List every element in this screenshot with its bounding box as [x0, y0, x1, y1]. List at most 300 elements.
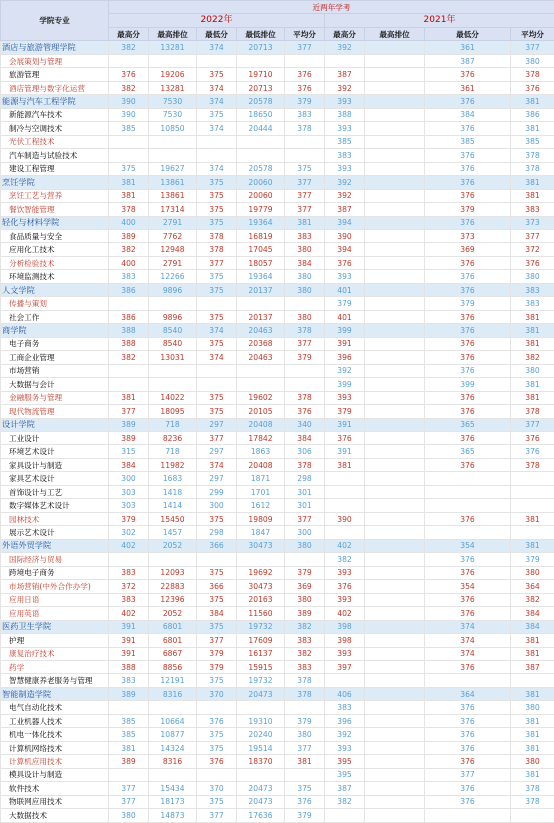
score-cell	[237, 768, 285, 781]
score-cell: 373	[511, 216, 554, 229]
score-cell	[365, 485, 425, 498]
major-row	[1, 728, 554, 741]
score-cell	[285, 768, 325, 781]
score-cell: 376	[425, 176, 511, 189]
caption-row	[1, 1, 554, 14]
score-cell: 375	[197, 283, 237, 296]
score-cell	[365, 54, 425, 67]
score-cell	[109, 149, 149, 162]
major-name: 大数据技术	[1, 809, 109, 822]
score-cell: 375	[197, 270, 237, 283]
score-cell: 2052	[149, 607, 197, 620]
score-cell: 398	[325, 620, 365, 633]
major-row	[1, 593, 554, 606]
score-cell: 376	[425, 432, 511, 445]
major-name: 市场营销	[1, 364, 109, 377]
score-cell: 366	[197, 580, 237, 593]
major-row	[1, 256, 554, 269]
score-cell: 378	[197, 243, 237, 256]
score-cell: 376	[511, 256, 554, 269]
score-cell: 392	[325, 41, 365, 54]
score-cell: 9896	[149, 283, 197, 296]
score-cell: 387	[325, 782, 365, 795]
score-cell: 376	[425, 728, 511, 741]
score-cell: 378	[511, 149, 554, 162]
score-cell: 390	[109, 108, 149, 121]
major-row	[1, 270, 554, 283]
score-cell: 391	[109, 647, 149, 660]
score-cell: 376	[325, 432, 365, 445]
score-cell	[237, 378, 285, 391]
score-cell: 381	[511, 768, 554, 781]
score-cell: 376	[511, 445, 554, 458]
major-name: 数字媒体艺术设计	[1, 499, 109, 512]
score-cell	[365, 458, 425, 471]
major-row	[1, 108, 554, 121]
school-name: 酒店与旅游管理学院	[1, 41, 109, 54]
score-cell: 377	[511, 418, 554, 431]
major-row	[1, 512, 554, 525]
score-cell: 401	[325, 283, 365, 296]
score-cell: 381	[511, 324, 554, 337]
major-row	[1, 310, 554, 323]
score-cell	[197, 553, 237, 566]
score-cell: 377	[511, 41, 554, 54]
score-cell: 10877	[149, 728, 197, 741]
score-cell	[197, 149, 237, 162]
major-row	[1, 162, 554, 175]
score-cell: 388	[109, 337, 149, 350]
score-cell: 406	[325, 687, 365, 700]
score-cell	[365, 795, 425, 808]
score-cell	[197, 364, 237, 377]
score-cell: 1871	[237, 472, 285, 485]
major-row	[1, 472, 554, 485]
score-cell	[365, 634, 425, 647]
score-cell: 375	[197, 566, 237, 579]
score-cell	[197, 135, 237, 148]
score-cell: 393	[325, 647, 365, 660]
score-cell: 20713	[237, 41, 285, 54]
major-row	[1, 526, 554, 539]
score-cell: 17045	[237, 243, 285, 256]
major-name: 计算机网络技术	[1, 741, 109, 754]
score-cell	[365, 526, 425, 539]
score-cell: 377	[197, 809, 237, 822]
score-cell: 378	[511, 162, 554, 175]
major-row	[1, 243, 554, 256]
score-cell: 375	[197, 203, 237, 216]
score-cell: 401	[325, 310, 365, 323]
score-cell: 380	[511, 270, 554, 283]
score-cell	[365, 229, 425, 242]
score-cell: 390	[109, 95, 149, 108]
major-name: 餐饮智能管理	[1, 203, 109, 216]
score-cell: 381	[325, 458, 365, 471]
score-cell: 391	[109, 620, 149, 633]
score-cell: 14873	[149, 809, 197, 822]
score-cell: 379	[425, 297, 511, 310]
score-cell: 20060	[237, 176, 285, 189]
score-cell: 393	[325, 162, 365, 175]
score-cell: 393	[325, 741, 365, 754]
score-cell: 19602	[237, 391, 285, 404]
score-cell	[365, 243, 425, 256]
score-cell: 387	[425, 54, 511, 67]
major-name: 现代物流管理	[1, 405, 109, 418]
score-cell: 376	[425, 122, 511, 135]
score-cell	[197, 54, 237, 67]
score-cell: 377	[285, 176, 325, 189]
score-cell	[365, 728, 425, 741]
score-cell: 400	[109, 216, 149, 229]
score-cell	[109, 378, 149, 391]
score-cell	[365, 741, 425, 754]
major-name: 计算机应用技术	[1, 755, 109, 768]
score-cell: 376	[325, 256, 365, 269]
score-cell: 385	[109, 122, 149, 135]
school-row	[1, 418, 554, 431]
score-cell: 30473	[237, 580, 285, 593]
score-cell: 7530	[149, 108, 197, 121]
score-cell: 6801	[149, 634, 197, 647]
score-cell: 380	[109, 809, 149, 822]
major-row	[1, 54, 554, 67]
score-cell: 19627	[149, 162, 197, 175]
major-name: 制冷与空调技术	[1, 122, 109, 135]
score-cell: 17314	[149, 203, 197, 216]
major-row	[1, 580, 554, 593]
score-cell	[365, 714, 425, 727]
score-cell	[365, 256, 425, 269]
score-cell: 383	[285, 660, 325, 673]
col-header: 平均分	[511, 27, 554, 40]
score-cell: 376	[425, 189, 511, 202]
score-cell: 372	[511, 243, 554, 256]
score-cell	[365, 310, 425, 323]
score-cell: 384	[197, 607, 237, 620]
score-cell: 381	[511, 539, 554, 552]
major-row	[1, 458, 554, 471]
score-cell: 376	[425, 660, 511, 673]
score-cell: 377	[511, 229, 554, 242]
major-name: 康复治疗技术	[1, 647, 109, 660]
score-cell	[365, 283, 425, 296]
major-name: 光伏工程技术	[1, 135, 109, 148]
score-cell: 381	[511, 647, 554, 660]
score-cell: 376	[425, 337, 511, 350]
score-cell: 364	[425, 687, 511, 700]
score-cell	[365, 41, 425, 54]
score-cell: 375	[285, 162, 325, 175]
score-cell: 380	[285, 243, 325, 256]
score-cell: 376	[425, 405, 511, 418]
major-name: 市场营销(中外合作办学)	[1, 580, 109, 593]
major-row	[1, 378, 554, 391]
score-cell: 19364	[237, 270, 285, 283]
score-cell: 381	[511, 378, 554, 391]
score-cell: 373	[425, 229, 511, 242]
score-cell: 12266	[149, 270, 197, 283]
score-cell	[365, 701, 425, 714]
score-cell	[149, 297, 197, 310]
score-cell: 20578	[237, 162, 285, 175]
score-cell: 381	[109, 176, 149, 189]
score-cell: 375	[197, 391, 237, 404]
score-cell: 374	[197, 324, 237, 337]
major-row	[1, 68, 554, 81]
score-cell: 374	[197, 458, 237, 471]
score-cell	[365, 297, 425, 310]
score-cell: 375	[197, 674, 237, 687]
score-cell: 380	[285, 310, 325, 323]
score-cell: 12093	[149, 566, 197, 579]
score-cell: 377	[109, 795, 149, 808]
major-row	[1, 809, 554, 822]
major-name: 跨境电子商务	[1, 566, 109, 579]
score-cell: 383	[109, 674, 149, 687]
major-row	[1, 297, 554, 310]
major-row	[1, 432, 554, 445]
score-cell	[197, 297, 237, 310]
score-cell: 390	[325, 512, 365, 525]
score-cell	[365, 512, 425, 525]
score-cell	[149, 701, 197, 714]
score-cell: 389	[285, 607, 325, 620]
major-row	[1, 782, 554, 795]
score-cell	[325, 809, 365, 822]
score-cell: 376	[425, 458, 511, 471]
score-cell: 376	[425, 512, 511, 525]
score-cell: 18370	[237, 755, 285, 768]
score-cell	[285, 701, 325, 714]
score-cell: 402	[325, 607, 365, 620]
score-cell	[237, 701, 285, 714]
score-cell: 7530	[149, 95, 197, 108]
score-cell: 16819	[237, 229, 285, 242]
score-cell	[365, 176, 425, 189]
score-cell: 315	[109, 445, 149, 458]
score-cell: 384	[511, 607, 554, 620]
score-cell: 300	[197, 499, 237, 512]
score-cell: 365	[425, 418, 511, 431]
major-name: 电子商务	[1, 337, 109, 350]
score-cell: 376	[109, 68, 149, 81]
score-cell: 375	[197, 593, 237, 606]
score-cell	[365, 472, 425, 485]
score-cell: 376	[425, 566, 511, 579]
major-name: 传播与策划	[1, 297, 109, 310]
score-cell: 389	[109, 418, 149, 431]
score-cell: 378	[197, 229, 237, 242]
score-cell: 376	[425, 364, 511, 377]
score-cell: 15915	[237, 660, 285, 673]
score-cell: 386	[511, 108, 554, 121]
score-cell: 378	[285, 674, 325, 687]
score-cell: 19710	[237, 68, 285, 81]
score-cell: 380	[511, 364, 554, 377]
major-row	[1, 566, 554, 579]
score-cell: 376	[425, 782, 511, 795]
score-cell: 10850	[149, 122, 197, 135]
score-cell	[149, 135, 197, 148]
score-cell: 389	[109, 687, 149, 700]
score-cell	[149, 378, 197, 391]
score-cell: 386	[109, 283, 149, 296]
score-cell: 384	[285, 256, 325, 269]
col-header: 最低分	[425, 27, 511, 40]
score-cell	[425, 472, 511, 485]
score-cell: 385	[425, 135, 511, 148]
score-cell: 395	[325, 755, 365, 768]
major-row	[1, 768, 554, 781]
score-cell: 381	[285, 216, 325, 229]
score-cell: 393	[325, 593, 365, 606]
score-cell: 374	[197, 162, 237, 175]
score-cell: 376	[511, 432, 554, 445]
score-cell: 20578	[237, 95, 285, 108]
school-row	[1, 95, 554, 108]
score-cell	[365, 674, 425, 687]
score-cell: 379	[285, 714, 325, 727]
score-cell: 297	[197, 445, 237, 458]
score-cell: 298	[197, 526, 237, 539]
score-cell	[365, 445, 425, 458]
major-row	[1, 81, 554, 94]
major-name: 工商企业管理	[1, 351, 109, 364]
score-cell: 391	[325, 337, 365, 350]
score-cell: 369	[285, 580, 325, 593]
score-cell: 20444	[237, 122, 285, 135]
score-cell	[285, 553, 325, 566]
school-name: 外语外贸学院	[1, 539, 109, 552]
score-cell: 374	[197, 351, 237, 364]
score-cell: 376	[425, 714, 511, 727]
score-cell	[365, 95, 425, 108]
score-cell: 396	[325, 714, 365, 727]
score-cell: 15434	[149, 782, 197, 795]
score-cell: 392	[325, 728, 365, 741]
score-cell: 383	[325, 149, 365, 162]
major-name: 首饰设计与工艺	[1, 485, 109, 498]
major-name: 应用日语	[1, 593, 109, 606]
score-cell: 378	[511, 795, 554, 808]
score-cell: 1612	[237, 499, 285, 512]
score-cell: 386	[109, 310, 149, 323]
score-cell: 383	[109, 593, 149, 606]
score-cell: 12191	[149, 674, 197, 687]
score-cell: 390	[325, 229, 365, 242]
school-row	[1, 620, 554, 633]
score-cell	[285, 149, 325, 162]
score-cell: 381	[511, 95, 554, 108]
score-cell: 377	[285, 189, 325, 202]
score-cell: 385	[109, 714, 149, 727]
score-cell: 19364	[237, 216, 285, 229]
score-cell: 13861	[149, 189, 197, 202]
school-name: 人文学院	[1, 283, 109, 296]
score-cell: 383	[285, 229, 325, 242]
score-cell: 376	[425, 553, 511, 566]
score-cell: 381	[511, 741, 554, 754]
col-header: 最高排位	[365, 27, 425, 40]
score-cell	[365, 108, 425, 121]
score-cell: 13281	[149, 41, 197, 54]
score-cell	[149, 149, 197, 162]
score-cell	[285, 378, 325, 391]
score-cell: 387	[325, 203, 365, 216]
score-cell	[197, 768, 237, 781]
score-cell: 300	[285, 526, 325, 539]
score-cell: 384	[109, 458, 149, 471]
score-cell: 12948	[149, 243, 197, 256]
score-cell: 375	[197, 176, 237, 189]
score-cell: 375	[197, 728, 237, 741]
score-cell: 376	[425, 391, 511, 404]
score-cell: 380	[511, 566, 554, 579]
score-cell: 20137	[237, 283, 285, 296]
score-cell: 392	[325, 189, 365, 202]
score-cell: 377	[197, 432, 237, 445]
major-row	[1, 135, 554, 148]
score-cell: 385	[325, 135, 365, 148]
score-cell: 378	[511, 405, 554, 418]
score-cell: 389	[109, 755, 149, 768]
table-body	[1, 41, 554, 822]
score-cell: 375	[197, 108, 237, 121]
score-cell: 383	[511, 283, 554, 296]
score-cell: 388	[325, 108, 365, 121]
score-cell	[365, 647, 425, 660]
score-cell: 383	[511, 203, 554, 216]
score-cell: 391	[325, 445, 365, 458]
score-cell: 381	[511, 310, 554, 323]
score-cell	[109, 364, 149, 377]
score-cell: 381	[511, 728, 554, 741]
score-cell: 379	[285, 809, 325, 822]
score-cell	[365, 809, 425, 822]
score-cell: 397	[325, 660, 365, 673]
major-name: 护理	[1, 634, 109, 647]
score-cell: 380	[285, 270, 325, 283]
score-cell: 393	[325, 566, 365, 579]
score-cell	[285, 54, 325, 67]
score-cell	[237, 135, 285, 148]
score-cell: 19809	[237, 512, 285, 525]
score-cell: 7762	[149, 229, 197, 242]
score-cell: 375	[197, 216, 237, 229]
score-cell	[365, 782, 425, 795]
score-cell: 298	[285, 472, 325, 485]
score-cell: 383	[109, 566, 149, 579]
score-cell: 385	[109, 728, 149, 741]
score-cell: 306	[285, 445, 325, 458]
score-cell: 376	[285, 68, 325, 81]
score-cell: 20060	[237, 189, 285, 202]
score-cell: 380	[285, 593, 325, 606]
score-cell: 377	[109, 782, 149, 795]
score-cell: 380	[511, 701, 554, 714]
score-cell: 15450	[149, 512, 197, 525]
score-cell: 378	[285, 122, 325, 135]
score-cell: 14022	[149, 391, 197, 404]
score-cell: 20473	[237, 782, 285, 795]
major-name: 大数据与会计	[1, 378, 109, 391]
score-cell	[365, 405, 425, 418]
score-cell: 377	[197, 634, 237, 647]
score-cell: 375	[197, 68, 237, 81]
score-cell: 402	[325, 539, 365, 552]
